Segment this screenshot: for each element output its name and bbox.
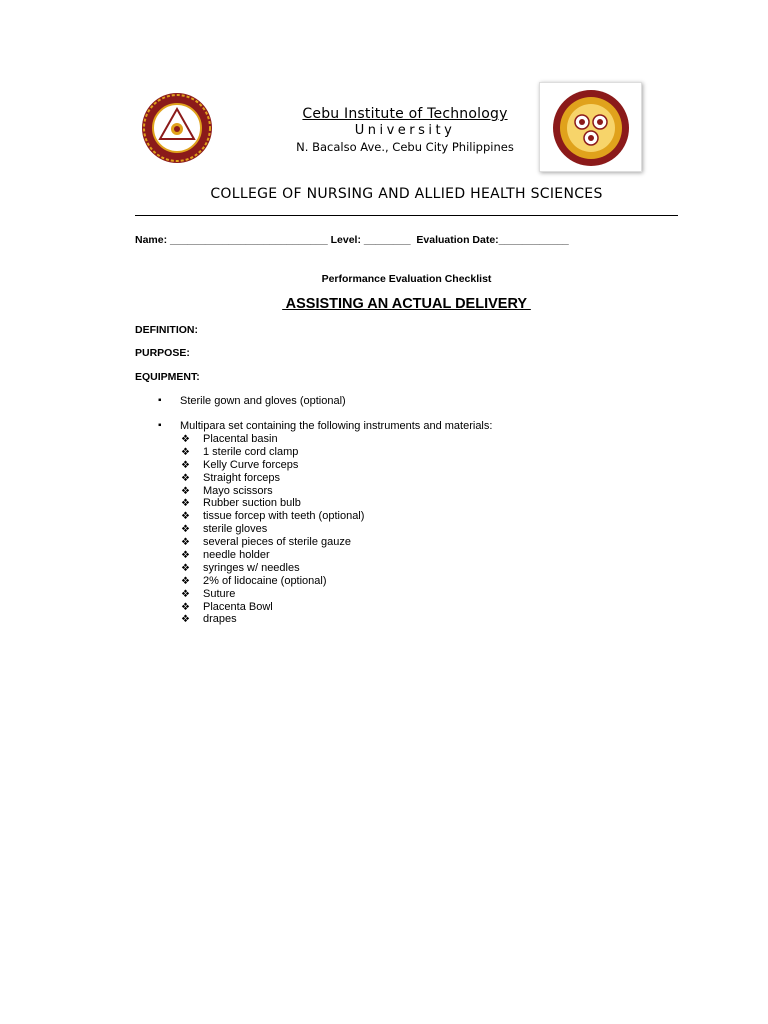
diamond-bullet-icon: ❖ <box>181 575 190 587</box>
diamond-bullet-icon: ❖ <box>181 446 190 458</box>
instrument-name: several pieces of sterile gauze <box>203 536 351 549</box>
instrument-list-item <box>181 536 364 549</box>
diamond-bullet-icon: ❖ <box>181 588 190 600</box>
instrument-name: 1 sterile cord clamp <box>203 445 299 458</box>
instrument-list-item <box>181 575 364 588</box>
diamond-bullet-icon: ❖ <box>181 562 190 574</box>
university-subtitle: University <box>354 123 456 138</box>
college-seal-frame <box>539 82 642 172</box>
instrument-list-item <box>181 446 364 459</box>
diamond-bullet-icon: ❖ <box>181 601 190 613</box>
diamond-bullet-icon: ❖ <box>181 498 190 510</box>
evaluation-fields-line: Name: ___________________________ Level: ________ Evaluation Date:____________ <box>135 234 569 246</box>
instrument-list-item <box>181 433 364 446</box>
equipment-item: Multipara set containing the following instruments and materials: <box>180 420 493 432</box>
instrument-name: Mayo scissors <box>203 484 273 497</box>
college-name: COLLEGE OF NURSING AND ALLIED HEALTH SCIENCES <box>210 186 603 202</box>
checklist-label: Performance Evaluation Checklist <box>321 273 492 285</box>
instrument-list-item <box>181 549 364 562</box>
instrument-list-item <box>181 601 364 614</box>
diamond-bullet-icon: ❖ <box>181 524 190 536</box>
instrument-name: Suture <box>203 587 236 600</box>
instrument-name: tissue forcep with teeth (optional) <box>203 510 365 523</box>
instrument-name: Kelly Curve forceps <box>203 458 299 471</box>
instrument-name: sterile gloves <box>203 523 268 536</box>
definition-label: DEFINITION: <box>135 324 198 336</box>
instrument-name: Placenta Bowl <box>203 600 273 613</box>
instrument-list-item <box>181 613 364 626</box>
instrument-name: Straight forceps <box>203 471 281 484</box>
instrument-list-item <box>181 472 364 485</box>
diamond-bullet-icon: ❖ <box>181 459 190 471</box>
diamond-bullet-icon: ❖ <box>181 614 190 626</box>
university-name: Cebu Institute of Technology <box>302 106 508 122</box>
instrument-list-item <box>181 485 364 498</box>
instrument-name: Rubber suction bulb <box>203 497 301 510</box>
square-bullet-icon: ▪ <box>158 420 162 431</box>
instrument-list-item <box>181 523 364 536</box>
procedure-title-text: ASSISTING AN ACTUAL DELIVERY <box>282 296 531 312</box>
diamond-bullet-icon: ❖ <box>181 537 190 549</box>
procedure-title <box>135 296 678 312</box>
instrument-name: syringes w/ needles <box>203 561 300 574</box>
diamond-bullet-icon: ❖ <box>181 434 190 445</box>
diamond-bullet-icon: ❖ <box>181 485 190 497</box>
instrument-list-item <box>181 562 364 575</box>
instrument-list-item <box>181 459 364 472</box>
diamond-bullet-icon: ❖ <box>181 511 190 523</box>
college-seal-logo-right <box>548 88 634 168</box>
instrument-name: 2% of lidocaine (optional) <box>203 574 327 587</box>
instrument-name: drapes <box>203 613 237 626</box>
instrument-list-item <box>181 588 364 601</box>
instrument-list <box>181 433 364 626</box>
instrument-list-item <box>181 510 364 523</box>
equipment-label: EQUIPMENT: <box>135 371 200 383</box>
university-address: N. Bacalso Ave., Cebu City Philippines <box>296 140 514 154</box>
square-bullet-icon: ▪ <box>158 395 162 406</box>
diamond-bullet-icon: ❖ <box>181 550 190 562</box>
equipment-item: Sterile gown and gloves (optional) <box>180 395 346 407</box>
header-divider <box>135 215 678 216</box>
instrument-name: needle holder <box>203 549 270 562</box>
instrument-list-item <box>181 497 364 510</box>
university-seal-logo-left <box>134 92 220 164</box>
purpose-label: PURPOSE: <box>135 347 190 359</box>
instrument-name: Placental basin <box>203 433 278 445</box>
diamond-bullet-icon: ❖ <box>181 472 190 484</box>
